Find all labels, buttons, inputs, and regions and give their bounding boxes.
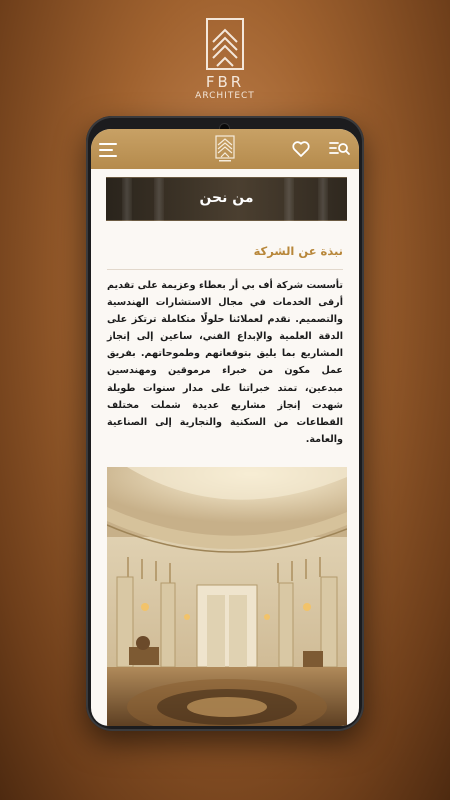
hamburger-menu-icon[interactable]: [99, 140, 121, 158]
search-list-icon[interactable]: [329, 139, 351, 159]
heart-icon[interactable]: [291, 139, 311, 159]
fbr-logo-icon: [206, 18, 244, 70]
section-heading: نبذة عن الشركة: [253, 244, 343, 258]
about-paragraph: تأسست شركة أف بي أر بعطاء وعزيمة على تقديم أرقى الخدمات في مجال الاستشارات الهندسية والتصميم. نقدم لعملائنا حلولًا متكاملة ترتكز على الدقة العلمية والإبداع الفني، ساعين إلى إنجاز المشاريع بما يليق بتوقعاتهم وطموحاتهم. بفريق عمل مكون من خبراء مرموقين ومهندسين مبدعين، تمتد خبراتنا على مدار سنوات طويلة شهدت إنجاز مشاريع عديدة شملت مختلف القطاعات من السكنية والتجارية إلى الصناعية والعامة.: [107, 280, 343, 445]
page-banner: [106, 177, 347, 221]
interior-photo: [107, 467, 347, 726]
app-bar: [91, 129, 359, 169]
fbr-logo-icon[interactable]: [215, 135, 235, 163]
brand-name: FBR: [205, 73, 245, 91]
brand-subtitle: ARCHITECT: [195, 91, 255, 101]
phone-frame: [86, 116, 364, 731]
section-divider: [107, 269, 343, 270]
phone-screen: [91, 129, 359, 726]
page-title: من نحن: [199, 190, 254, 206]
page-content: [91, 169, 359, 726]
